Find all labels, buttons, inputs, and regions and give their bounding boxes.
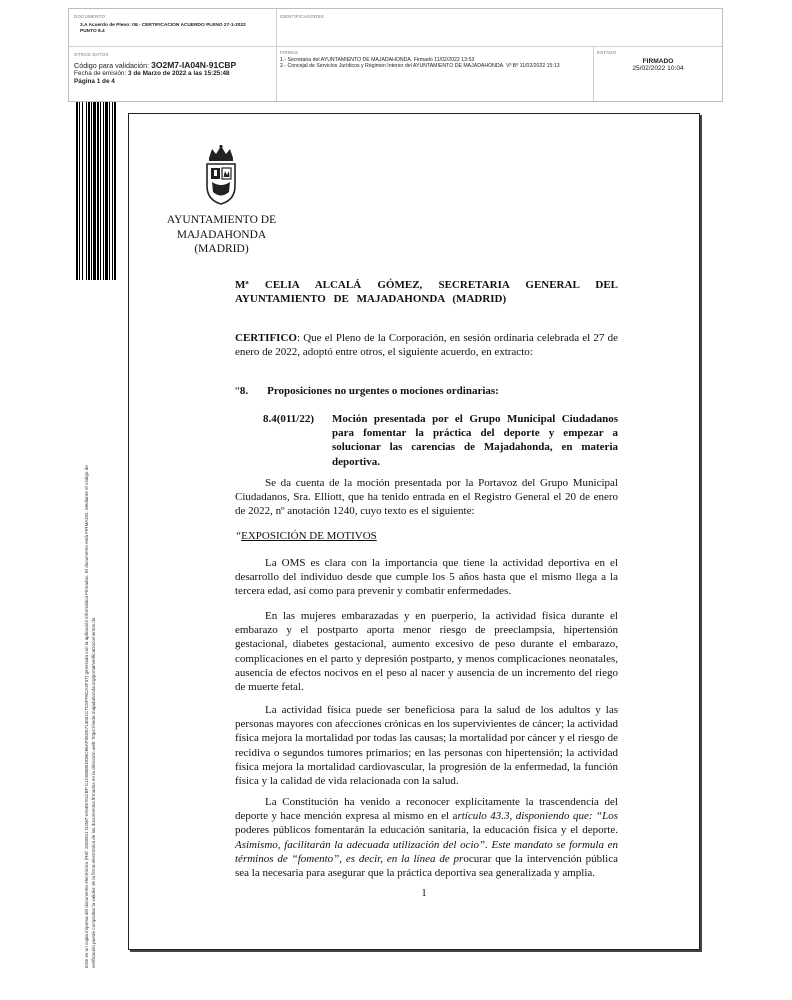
paragraph-4-part-b: rtículo 43.3, disponiendo que: “Los (457, 810, 618, 823)
paragraph-1: La OMS es clara con la importancia que tiene la actividad deportiva en el desarrollo del individuo desde que cumple los 5 años hasta que el mismo llega a la tercera edad, así como para prevenir y combatir enfermedades. (235, 557, 618, 598)
identificadores-cell (280, 14, 580, 19)
item-title: Moción presentada por el Grupo Municipal Ciudadanos para fomentar la práctica del deporte y empezar a solucionar las carencias de Majadahonda, en materia deportiva. (332, 413, 618, 468)
barcode-stripe (114, 102, 116, 280)
section-open-quote: “ (235, 385, 240, 397)
document-header (68, 8, 723, 102)
side-text-line-1: Este es un copia impresa del documento electrónico (Ref: 2050611 O2M7-IA04N-91CBP C1A58806DDBC66AF05D5713031C7C5FF8CA4F37) generada con la aplicación informática Firmadoc. El documento está FIRMADO. Mediante el código de (84, 465, 89, 968)
certifico-text: : Que el Pleno de la Corporación, en sesión ordinaria celebrada el 27 de enero de 2022, adoptó entre otros, el siguiente acuerdo, en extracto: (235, 332, 618, 359)
side-verification-text (84, 308, 97, 968)
codigo-prefix: Código para validación: (74, 61, 150, 70)
intro-paragraph: Se da cuenta de la moción presentada por la Portavoz del Grupo Municipal Ciudadanos, Sra. Elliott, que ha tenido entrada en el Registro General el 20 de enero de 2022, nº anotación 1240, cuyo texto es el siguiente: (235, 477, 618, 518)
document-page (128, 113, 700, 950)
section-number: 8. (239, 385, 249, 397)
firmas-label: FIRMAS (280, 50, 299, 55)
otros-datos-label: OTROS DATOS (74, 52, 109, 57)
estado-cell (597, 50, 719, 72)
section-heading (235, 384, 618, 398)
paragraph-4-part-a: La Constitución ha venido a reconocer explícitamente la trascendencia del deporte y hace mención expresa al mismo en el a (235, 796, 618, 823)
fecha-prefix: Fecha de emisión: (74, 70, 127, 77)
documento-cell (74, 14, 274, 35)
paragraph-4-part-e: ocurar que la intervención pública sea la necesaria para asegurar que la práctica deportiva sea generalizada y amplia. (235, 852, 618, 880)
item-number: 8.4(011/22) (263, 413, 315, 425)
documento-value: 3.A Acuerdo de Pleno: 08.- CERTIFICACION ACUERDO PLENO 27-1-2022 PUNTO 8.4 (80, 23, 246, 34)
page-number: 1 (421, 887, 427, 899)
side-text-line-2: verificación puede comprobar la validez de la firma electrónica de los documentos firmados en la dirección web: https://sede.majadahonda.org/portal/verificaDocumentos.do (90, 617, 96, 968)
estado-value: FIRMADO (642, 58, 674, 65)
codigo-validacion (74, 61, 274, 70)
exposicion-heading (235, 529, 618, 543)
paragraph-4-part-c: poderes públicos fomentarán la educación sanitaria, la educación física y el deporte. (235, 824, 618, 837)
firmas-cell (280, 50, 588, 70)
fecha-emision (74, 70, 274, 78)
firma-2: 2.- Concejal de Servicios Jurídicos y Régimen Interior del AYUNTAMIENTO DE MAJADAHONDA. Vº Bº 11/02/2022 15:13 (280, 63, 560, 70)
fecha-value: 3 de Marzo de 2022 a las 15:25:48 (128, 70, 230, 77)
codigo-value: 3O2M7-IA04N-91CBP (151, 60, 237, 70)
letterhead (149, 213, 294, 257)
coat-of-arms-icon (203, 144, 239, 206)
otros-datos-cell (74, 52, 274, 86)
paragraph-4-part-d: Asimismo, facilitarán la adecuada utilización del ocio”. Este mandato se formula en términos de “fomento”, es decir, en la línea de pr (235, 838, 618, 865)
letterhead-line-3: (MADRID) (194, 243, 249, 255)
identificadores-label: IDENTIFICADORES (280, 14, 325, 19)
pagina-info: Página 1 de 4 (74, 78, 115, 85)
certifico-label: CERTIFICO (235, 332, 297, 344)
estado-label: ESTADO (597, 50, 617, 55)
section-title: Proposiciones no urgentes o mociones ordinarias: (267, 385, 499, 397)
barcode (76, 102, 116, 280)
estado-fecha: 25/02/2022 10:04 (632, 65, 684, 72)
letterhead-line-2: MAJADAHONDA (176, 228, 267, 241)
letterhead-line-1: AYUNTAMIENTO DE (166, 214, 277, 226)
paragraph-4 (235, 795, 618, 880)
certifico-paragraph (235, 331, 618, 359)
paragraph-2: En las mujeres embarazadas y en puerperio, la actividad física durante el embarazo y el postparto aporta menor riesgo de preeclampsia, hipertensión gestacional, diabetes gestacional, aumento excesivo de peso durante el embarazo, complicaciones en el parto y depresión postparto, y menos complicaciones neonatales, ausencia de efectos nocivos en el peso al nacer y ausencia de un incremento del riego de muerte fetal. (235, 610, 618, 694)
exposicion-title: EXPOSICIÓN DE MOTIVOS (241, 530, 377, 542)
documento-label: DOCUMENTO (74, 14, 106, 19)
paragraph-3: La actividad física puede ser beneficiosa para la salud de los adultos y las personas mayores con afecciones crónicas en los supervivientes de cáncer; la actividad física mejora la mortalidad por todas las causas; la mortalidad por cáncer y el riesgo de recidiva o segundos tumores primarios; en las personas con hipertensión; la actividad física mejora la mortalidad cardiovascular, la progresión de la enfermedad, la función física y la calidad de vida relacionada con la salud. (235, 704, 618, 788)
document-heading: Mª CELIA ALCALÁ GÓMEZ, SECRETARIA GENERAL DEL AYUNTAMIENTO DE MAJADAHONDA (MADRID) (235, 279, 618, 306)
exposicion-open-quote: “ (235, 530, 242, 542)
firma-1: 1.- Secretaria del AYUNTAMIENTO DE MAJADAHONDA. Firmado 11/02/2022 13:53 (280, 57, 475, 63)
